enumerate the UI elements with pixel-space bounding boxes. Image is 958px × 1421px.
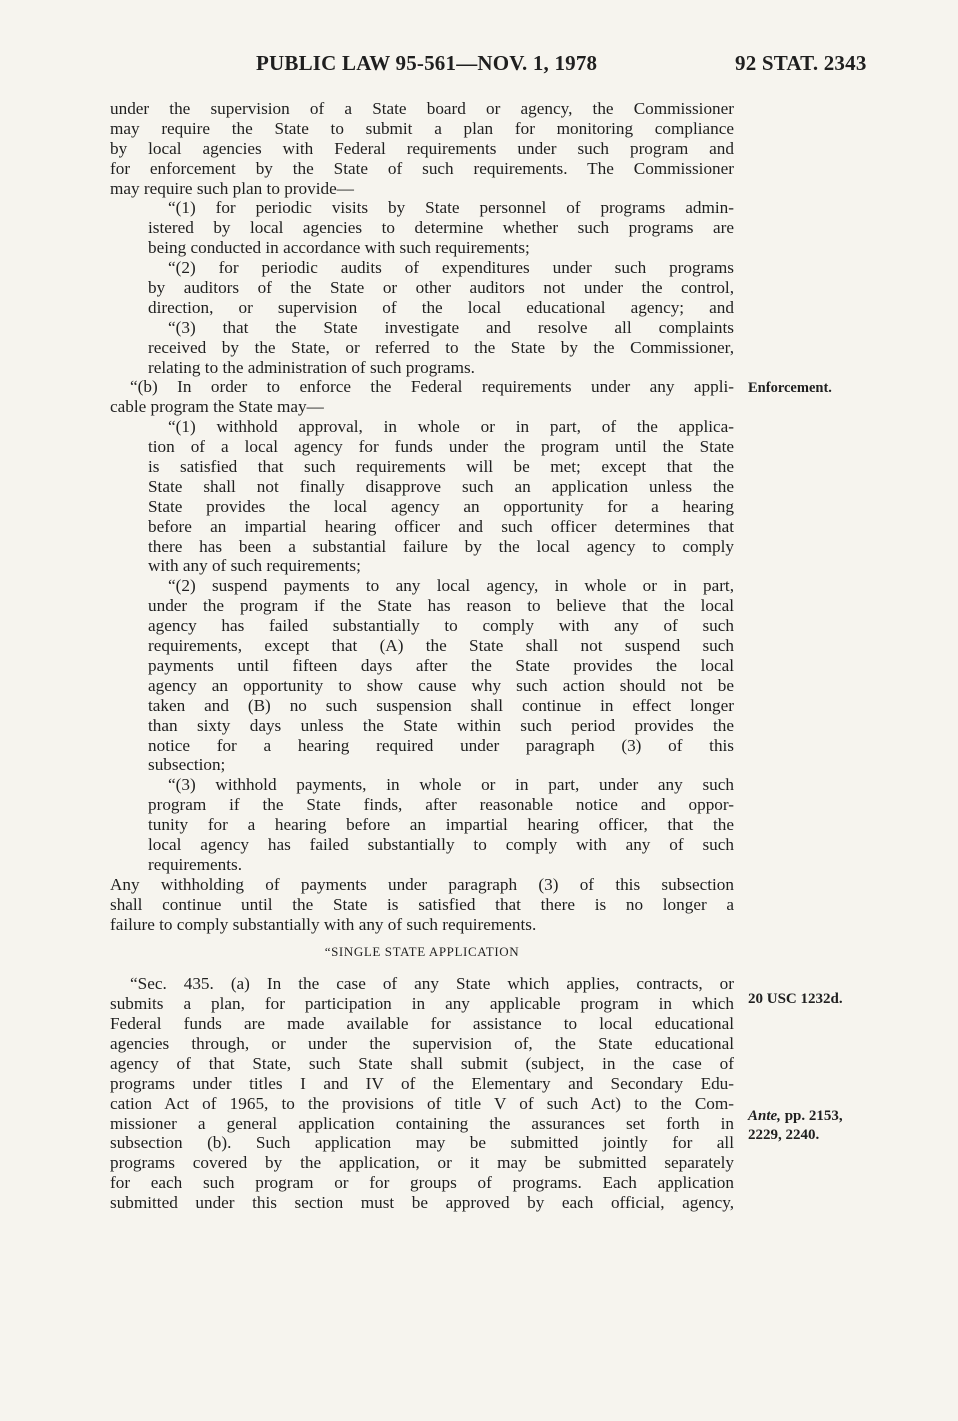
text-line: “(3) withhold payments, in whole or in part, under any such <box>168 775 734 795</box>
section-heading: “SINGLE STATE APPLICATION <box>324 944 520 960</box>
text-line: may require the State to submit a plan for monitoring compliance <box>110 118 734 138</box>
ante-label: Ante, <box>748 1108 781 1124</box>
text-line: State provides the local agency an opportunity for a hearing <box>148 496 734 516</box>
text-line: cation Act of 1965, to the provisions of title V of such Act) to the Com- <box>110 1093 734 1113</box>
text-line: notice for a hearing required under paragraph (3) of this <box>148 735 734 755</box>
margin-note-enforcement: Enforcement. <box>748 380 832 396</box>
text-line: by local agencies with Federal requirements under such program and <box>110 138 734 158</box>
text-line: program if the State finds, after reasonable notice and oppor- <box>148 795 734 815</box>
text-line: “(1) withhold approval, in whole or in part, of the applica- <box>168 417 734 437</box>
margin-note-usc-citation: 20 USC 1232d. <box>748 991 843 1007</box>
text-line: than sixty days unless the State within such period provides the <box>148 715 734 735</box>
page-header-title: PUBLIC LAW 95-561—NOV. 1, 1978 <box>256 51 598 75</box>
text-line: received by the State, or referred to the State by the Commissioner, <box>148 337 734 357</box>
text-line: istered by local agencies to determine whether such programs are <box>148 218 734 238</box>
text-line: under the program if the State has reason to believe that the local <box>148 596 734 616</box>
text-line: “(1) for periodic visits by State personnel of programs admin- <box>168 198 734 218</box>
text-line: agencies through, or under the supervision of, the State educational <box>110 1033 734 1053</box>
text-line: “(3) that the State investigate and resolve all complaints <box>168 317 734 337</box>
text-line: with any of such requirements; <box>148 556 361 576</box>
text-line: before an impartial hearing officer and such officer determines that <box>148 516 734 536</box>
text-line: programs under titles I and IV of the Elementary and Secondary Edu- <box>110 1073 734 1093</box>
text-line: taken and (B) no such suspension shall continue in effect longer <box>148 695 734 715</box>
text-line: failure to comply substantially with any of such requirements. <box>110 914 537 934</box>
page-header-stat-citation: 92 STAT. 2343 <box>735 51 867 75</box>
text-line: submitted under this section must be approved by each official, agency, <box>110 1193 734 1213</box>
text-line: shall continue until the State is satisfied that there is no longer a <box>110 894 734 914</box>
text-line: relating to the administration of such programs. <box>148 357 475 377</box>
text-line: under the supervision of a State board or agency, the Commissioner <box>110 99 734 118</box>
text-line: being conducted in accordance with such requirements; <box>148 238 530 258</box>
text-line: agency an opportunity to show cause why such action should not be <box>148 675 734 695</box>
text-line: there has been a substantial failure by the local agency to comply <box>148 536 734 556</box>
ante-pages-1: pp. 2153, <box>780 1108 843 1124</box>
text-line: by auditors of the State or other auditors not under the control, <box>148 278 734 298</box>
text-line: Any withholding of payments under paragraph (3) of this subsection <box>110 874 734 894</box>
text-line: for each such program or for groups of programs. Each application <box>110 1173 734 1193</box>
text-line: payments until fifteen days after the State provides the local <box>148 655 734 675</box>
body-text <box>110 99 734 1213</box>
text-line: cable program the State may— <box>110 397 324 417</box>
text-line: State shall not finally disapprove such an application unless the <box>148 476 734 496</box>
text-line: is satisfied that such requirements will be met; except that the <box>148 457 734 477</box>
text-line: direction, or supervision of the local educational agency; and <box>148 297 734 317</box>
text-line: submits a plan, for participation in any applicable program in which <box>110 994 734 1014</box>
text-line: “(2) for periodic audits of expenditures under such programs <box>168 258 734 278</box>
text-line: agency of that State, such State shall submit (subject, in the case of <box>110 1053 734 1073</box>
text-line: missioner a general application containing the assurances set forth in <box>110 1113 734 1133</box>
ante-pages-2: 2229, 2240. <box>748 1127 820 1143</box>
text-line: subsection; <box>148 755 226 775</box>
text-line: Federal funds are made available for assistance to local educational <box>110 1014 734 1034</box>
text-line: for enforcement by the State of such requirements. The Commissioner <box>110 158 734 178</box>
text-line: tunity for a hearing before an impartial hearing officer, that the <box>148 815 734 835</box>
text-line: “(2) suspend payments to any local agency, in whole or in part, <box>168 576 734 596</box>
margin-note-ante-citation <box>748 1107 843 1145</box>
text-line: requirements. <box>148 854 243 874</box>
text-line: agency has failed substantially to comply with any of such <box>148 616 734 636</box>
text-line: tion of a local agency for funds under the program until the State <box>148 437 734 457</box>
text-line: “Sec. 435. (a) In the case of any State which applies, contracts, or <box>130 974 734 994</box>
text-line: local agency has failed substantially to comply with any of such <box>148 834 734 854</box>
text-line: may require such plan to provide— <box>110 178 354 198</box>
text-line: “(b) In order to enforce the Federal requirements under any appli- <box>130 377 734 397</box>
text-line: requirements, except that (A) the State shall not suspend such <box>148 636 734 656</box>
text-line: subsection (b). Such application may be submitted jointly for all <box>110 1133 734 1153</box>
text-line: programs covered by the application, or it may be submitted separately <box>110 1153 734 1173</box>
